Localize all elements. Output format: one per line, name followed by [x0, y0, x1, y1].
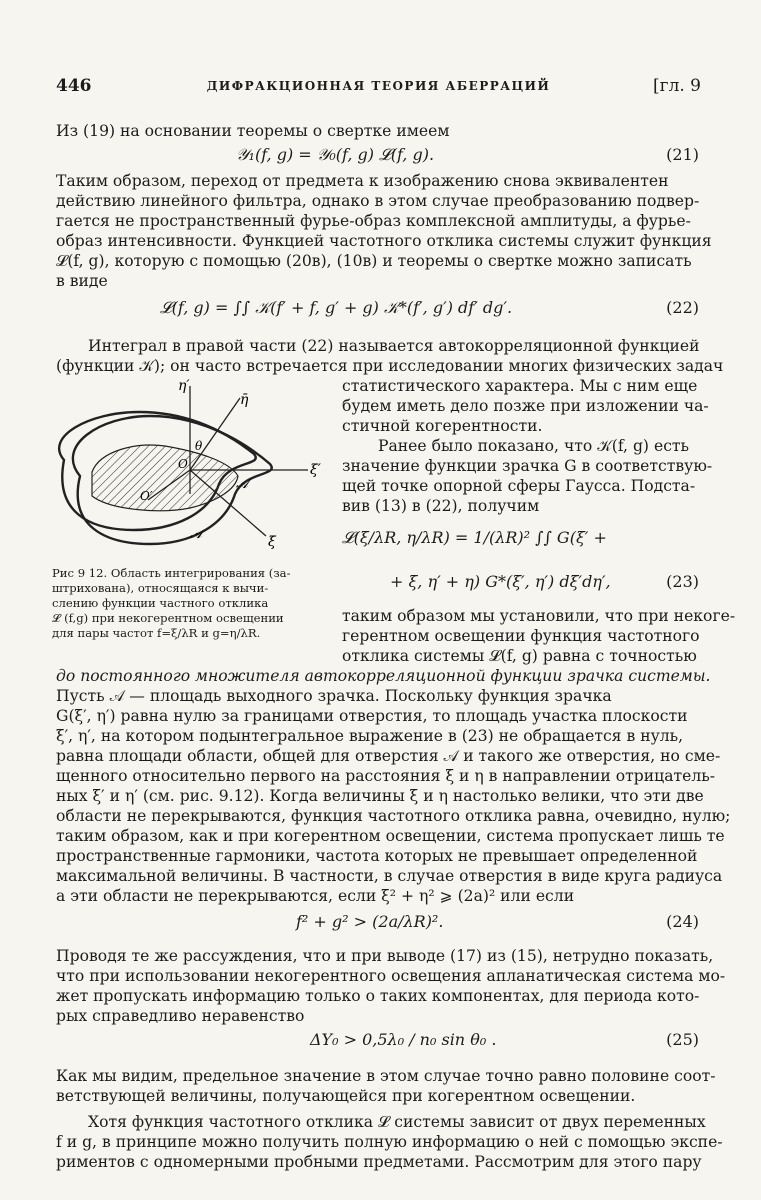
text-line: вив (13) в (22), получим: [342, 497, 540, 515]
caption-line: слению функции частного отклика: [52, 596, 269, 610]
caption-line: Рис 9 12. Область интегрирования (за-: [52, 566, 291, 580]
label-eta-prime: η′: [178, 378, 190, 394]
text-line: Как мы видим, предельное значение в этом случае точно равно половине соот-: [56, 1067, 716, 1085]
text-line: ветствующей величины, получающейся при когерентном освещении.: [56, 1087, 636, 1105]
text-line: жет пропускать информацию только о таких компонентах, для периода кото-: [56, 987, 700, 1005]
equation-number: (24): [666, 912, 699, 931]
figure-9-12: [40, 376, 330, 576]
text-line: щей точке опорной сферы Гаусса. Подста-: [342, 477, 696, 495]
text-line: образ интенсивности. Функцией частотного отклика системы служит функция: [56, 232, 712, 250]
chapter-marker: [гл. 9: [653, 76, 701, 96]
equation-number: (23): [666, 572, 699, 591]
page-number: 446: [56, 76, 92, 96]
text-line: (функции 𝒦); он часто встречается при исследовании многих физических задач: [56, 357, 724, 375]
caption-line: для пары частот f=ξ/λR и g=η/λR.: [52, 626, 261, 640]
text-line: Пусть 𝒜 — площадь выходного зрачка. Поскольку функция зрачка: [56, 687, 612, 705]
equation-24: f² + g² > (2a/λR)².: [296, 912, 444, 931]
text-line: Таким образом, переход от предмета к изображению снова эквивалентен: [56, 172, 669, 190]
text-line: значение функции зрачка G в соответствую-: [342, 457, 713, 475]
label-xi-prime: ξ′: [310, 462, 321, 478]
text-line: области не перекрываются, функция частотного отклика равна, очевидно, нулю;: [56, 807, 731, 825]
label-origin: O: [178, 457, 188, 471]
text-line: f и g, в принципе можно получить полную информацию о ней с помощью экспе-: [56, 1133, 723, 1151]
text-line: действию линейного фильтра, однако в этом случае преобразованию подвер-: [56, 192, 700, 210]
equation-number: (21): [666, 145, 699, 164]
text-line: таким образом мы установили, что при некоге-: [342, 607, 736, 625]
text-line: герентном освещении функция частотного: [342, 627, 700, 645]
overlap-region: [92, 445, 238, 511]
text-line: статистического характера. Мы с ним еще: [342, 377, 698, 395]
label-eta-bar: η̄: [240, 392, 249, 408]
text-line: равна площади области, общей для отверстия 𝒜 и такого же отверстия, но сме-: [56, 747, 721, 765]
label-area: 𝒜: [236, 477, 249, 492]
text-line: стичной когерентности.: [342, 417, 543, 435]
label-shifted-origin: O′: [140, 489, 153, 503]
equation-21: 𝒴₁(f, g) = 𝒴₀(f, g) 𝓛(f, g).: [236, 145, 435, 164]
label-theta: θ: [195, 439, 203, 453]
text-line: будем иметь дело позже при изложении ча-: [342, 397, 709, 415]
text-line: Проводя те же рассуждения, что и при выводе (17) из (15), нетрудно показать,: [56, 947, 714, 965]
equation-23-part1: 𝓛(ξ/λR, η/λR) = 1/(λR)² ∫∫ G(ξ′ +: [342, 528, 607, 547]
equation-23-part2: + ξ, η′ + η) G*(ξ′, η′) dξ′dη′,: [390, 572, 611, 591]
label-xi-bar: ξ̄: [268, 534, 276, 550]
text-line: 𝓛(f, g), которую с помощью (20в), (10в) и теоремы о свертке можно записать: [56, 252, 692, 270]
text-line: риментов с одномерными пробными предметами. Рассмотрим для этого пару: [56, 1153, 702, 1171]
caption-line: 𝓛 (f,g) при некогерентном освещении: [52, 611, 284, 625]
text-line: гается не пространственный фурье-образ комплексной амплитуды, а фурье-: [56, 212, 691, 230]
label-area-shifted: 𝒜: [190, 527, 203, 542]
running-title: ДИФРАКЦИОННАЯ ТЕОРИЯ АБЕРРАЦИЙ: [206, 79, 551, 93]
equation-number: (25): [666, 1030, 699, 1049]
equation-22: 𝓛(f, g) = ∫∫ 𝒦(f′ + f, g′ + g) 𝒦*(f′, g′) df′ dg′.: [160, 298, 513, 317]
text-line: пространственные гармоники, частота которых не превышает определенной: [56, 847, 698, 865]
text-line: отклика системы 𝓛(f, g) равна с точностью: [342, 647, 697, 665]
text-line: что при использовании некогерентного освещения апланатическая система мо-: [56, 967, 726, 985]
caption-line: штрихована), относящаяся к вычи-: [52, 581, 269, 595]
text-line: Ранее было показано, что 𝒦(f, g) есть: [378, 437, 690, 455]
text-line: таким образом, как и при когерентном освещении, система пропускает лишь те: [56, 827, 725, 845]
text-line: G(ξ′, η′) равна нулю за границами отверстия, то площадь участка плоскости: [56, 707, 688, 725]
text-line: Из (19) на основании теоремы о свертке имеем: [56, 122, 450, 140]
text-line: ных ξ′ и η′ (см. рис. 9.12). Когда величины ξ и η настолько велики, что эти две: [56, 787, 704, 805]
text-line: щенного относительно первого на расстояния ξ и η в направлении отрицатель-: [56, 767, 716, 785]
equation-25: ΔY₀ > 0,5λ₀ / n₀ sin θ₀ .: [310, 1030, 497, 1049]
text-line: рых справедливо неравенство: [56, 1007, 305, 1025]
text-line: в виде: [56, 272, 108, 290]
text-line: Интеграл в правой части (22) называется автокорреляционной функцией: [88, 337, 700, 355]
figure-caption: [52, 566, 320, 641]
text-line: ξ′, η′, на котором подынтегральное выражение в (23) не обращается в нуль,: [56, 727, 684, 745]
text-line: a эти области не перекрываются, если ξ² + η² ⩾ (2a)² или если: [56, 887, 575, 905]
running-header: [56, 76, 701, 98]
text-line: Хотя функция частотного отклика 𝓛 системы зависит от двух переменных: [88, 1113, 706, 1131]
equation-number: (22): [666, 298, 699, 317]
text-line: максимальной величины. В частности, в случае отверстия в виде круга радиуса: [56, 867, 723, 885]
text-line: до постоянного множителя автокорреляционной функции зрачка системы.: [56, 667, 711, 685]
